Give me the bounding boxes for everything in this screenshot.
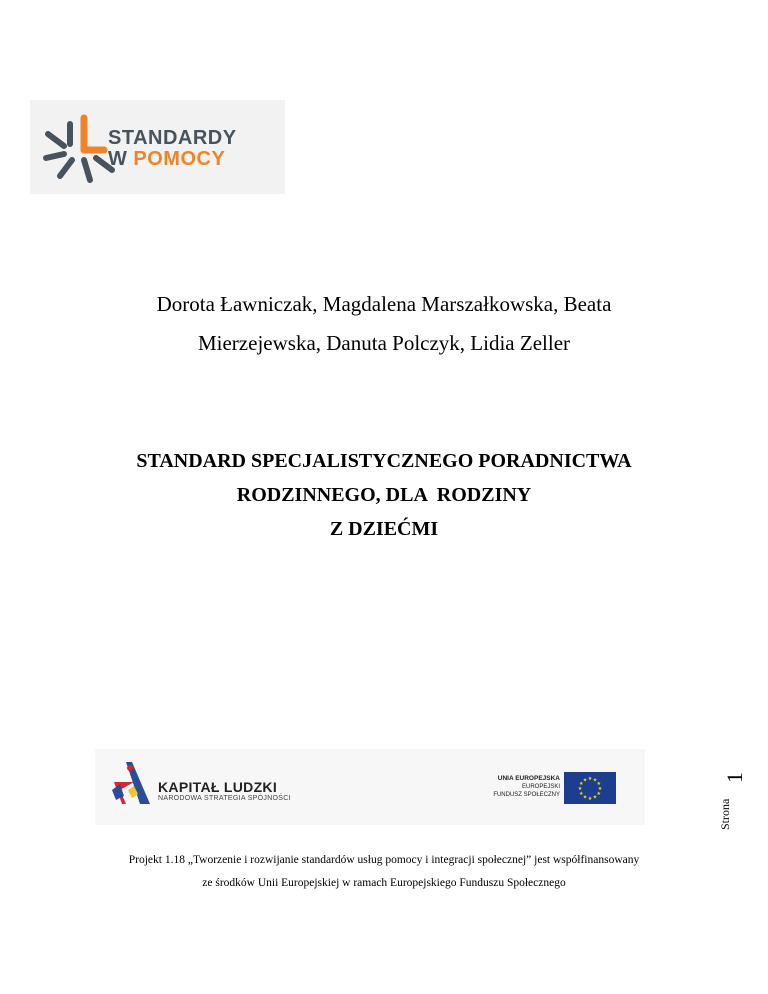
document-title <box>0 444 768 546</box>
eu-line-3: FUNDUSZ SPOŁECZNY <box>493 792 560 798</box>
kapital-ludzki-name: KAPITAŁ LUDZKI <box>158 779 278 795</box>
title-line-2: RODZINNEGO, DLA RODZINY <box>236 484 532 506</box>
eu-star-icon: ★ <box>587 777 593 782</box>
eu-star-icon: ★ <box>597 787 603 792</box>
logo-word-w-pomocy <box>108 149 225 169</box>
title-line-1: STANDARD SPECJALISTYCZNEGO PORADNICTWA <box>136 450 632 472</box>
eu-star-icon: ★ <box>596 782 601 787</box>
eu-star-icon: ★ <box>587 797 593 802</box>
eu-star-icon: ★ <box>579 782 584 787</box>
kapital-ludzki-subtitle: NARODOWA STRATEGIA SPÓJNOŚCI <box>158 795 291 802</box>
logo-word-standardy: STANDARDY <box>108 127 237 149</box>
eu-star-icon: ★ <box>596 792 601 797</box>
eu-line-1: UNIA EUROPEJSKA <box>497 775 560 782</box>
page-number: 1 <box>722 772 747 783</box>
logo-word-pomocy: POMOCY <box>133 148 226 170</box>
footer-line-1: Projekt 1.18 „Tworzenie i rozwijanie standardów usług pomocy i integracji społecznej” jest współfinansowany <box>128 854 640 866</box>
eu-star-icon: ★ <box>582 778 588 784</box>
footer-line-2: ze środków Unii Europejskiej w ramach Europejskiego Funduszu Społecznego <box>202 877 566 889</box>
eu-flag-icon <box>564 772 616 804</box>
kapital-ludzki-emblem-icon <box>110 760 152 806</box>
logo-word-w: W <box>108 148 128 170</box>
authors <box>0 285 768 363</box>
eu-star-icon: ★ <box>592 778 598 784</box>
authors-line-1: Dorota Ławniczak, Magdalena Marszałkowska, Beata <box>156 292 612 316</box>
eu-star-icon: ★ <box>592 795 598 801</box>
eu-star-icon: ★ <box>579 792 584 797</box>
title-line-3: Z DZIEĆMI <box>329 518 439 540</box>
footer-note <box>0 849 768 895</box>
authors-line-2: Mierzejewska, Danuta Polczyk, Lidia Zeller <box>197 331 571 355</box>
eu-star-icon: ★ <box>582 795 588 801</box>
page-label: Strona <box>718 798 732 830</box>
eu-star-icon: ★ <box>577 787 583 792</box>
eu-fund-text <box>470 775 560 799</box>
eu-line-2: EUROPEJSKI <box>521 784 560 790</box>
